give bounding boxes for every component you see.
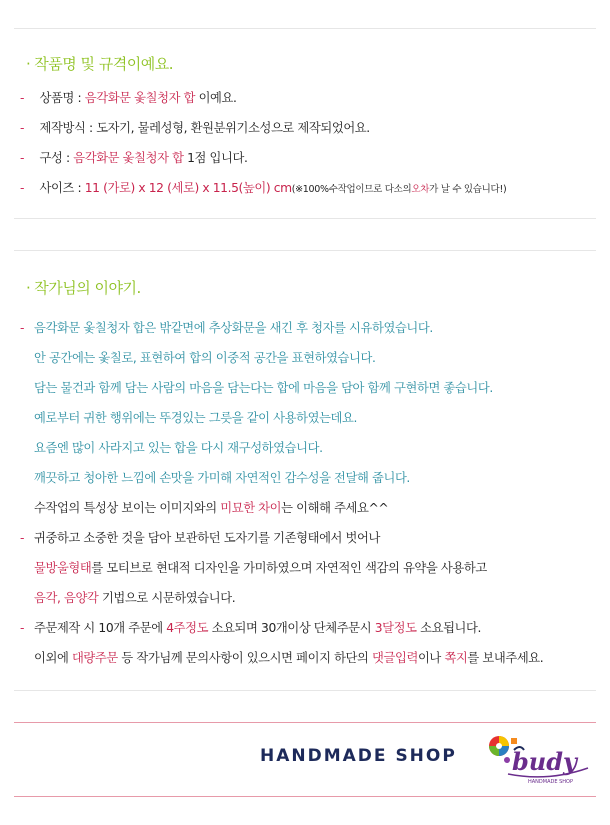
- spec-heading-text: 작품명 및 규격이예요.: [34, 55, 173, 73]
- story-text: 소요되며 30개이상 단체주문시: [211, 621, 372, 635]
- story-line: [20, 648, 543, 666]
- logo-dot-purple: [504, 757, 510, 763]
- config-suffix: 1점 입니다.: [187, 151, 248, 165]
- story-line: [20, 348, 376, 366]
- story-text: 요즘엔 많이 사라지고 있는 합을 다시 재구성하였습니다.: [34, 441, 323, 455]
- size-label: 사이즈 :: [39, 181, 82, 195]
- footer-shop-text: HANDMADE SHOP: [260, 746, 457, 766]
- row-dash: -: [20, 621, 25, 635]
- story-highlight: 3달정도: [374, 621, 417, 635]
- story-text: 는 이해해 주세요^^: [281, 501, 389, 515]
- story-text: 수작업의 특성상 보이는 이미지와의: [34, 501, 217, 515]
- spec-row-name: [20, 88, 237, 106]
- spec-row-method: [20, 118, 370, 136]
- logo-subtext: HANDMADE SHOP: [528, 779, 573, 785]
- story-text: 소요됩니다.: [420, 621, 482, 635]
- row-dash: -: [20, 181, 25, 195]
- row-dash: -: [20, 531, 25, 545]
- story-text: 등 작가님께 문의사항이 있으시면 페이지 하단의: [121, 651, 369, 665]
- size-note-highlight: 오차: [411, 184, 430, 195]
- story-heading-text: 작가님의 이야기.: [34, 279, 141, 297]
- row-dash: -: [20, 91, 25, 105]
- budy-logo: [484, 730, 594, 788]
- story-text: 를 모티브로 현대적 디자인을 가미하였으며 자연적인 색감의 유약을 사용하고: [91, 561, 487, 575]
- bullet-dot: ·: [26, 279, 31, 297]
- name-label: 상품명 :: [39, 91, 82, 105]
- story-highlight: 물방울형태: [34, 561, 92, 575]
- story-line: [20, 408, 357, 426]
- story-line: [20, 528, 380, 546]
- story-text: 를 보내주세요.: [467, 651, 544, 665]
- story-line: [20, 618, 481, 636]
- story-text: 이나: [417, 651, 441, 665]
- size-value: 11 (가로) x 12 (세로) x 11.5(높이) cm: [84, 181, 292, 195]
- story-line: [20, 318, 433, 336]
- logo-word: budy: [512, 747, 577, 776]
- story-text: 안 공간에는 옻칠로, 표현하여 합의 이중적 공간을 표현하였습니다.: [34, 351, 376, 365]
- story-highlight: 쪽지: [444, 651, 468, 665]
- spec-bottom-divider: [14, 218, 596, 219]
- logo-ball-icon: [489, 736, 509, 756]
- name-suffix: 이예요.: [198, 91, 237, 105]
- story-text: 기법으로 시문하였습니다.: [101, 591, 236, 605]
- size-note: (※100%수작업이므로 다소의: [291, 184, 412, 195]
- story-highlight: 대량주문: [71, 651, 118, 665]
- footer-top-divider: [14, 722, 596, 723]
- story-highlight: 음각, 음양각: [34, 591, 99, 605]
- spec-row-size: [20, 178, 506, 196]
- story-text: 주문제작 시 10개 주문에: [34, 621, 163, 635]
- story-highlight: 미묘한 차이: [220, 501, 282, 515]
- config-value: 음각화문 옻칠청자 합: [73, 151, 184, 165]
- story-line: [20, 588, 235, 606]
- method-value: 도자기, 물레성형, 환원분위기소성으로 제작되었어요.: [96, 121, 370, 135]
- method-label: 제작방식 :: [39, 121, 93, 135]
- story-line: [20, 438, 323, 456]
- row-dash: -: [20, 321, 25, 335]
- story-text: 예로부터 귀한 행위에는 뚜경있는 그릇을 같이 사용하였는데요.: [34, 411, 358, 425]
- config-label: 구성 :: [39, 151, 70, 165]
- story-text: 담는 물건과 함께 담는 사람의 마음을 담는다는 합에 마음을 담아 함께 구현하면 좋습니다.: [34, 381, 493, 395]
- story-line: [20, 468, 410, 486]
- story-highlight: 댓글입력: [372, 651, 418, 665]
- name-value: 음각화문 옻칠청자 합: [84, 91, 196, 105]
- row-dash: -: [20, 121, 25, 135]
- spec-row-config: [20, 148, 247, 166]
- logo-square-orange: [511, 738, 517, 744]
- size-note-suffix: 가 날 수 있습니다!): [429, 184, 507, 195]
- story-text: 깨끗하고 청아한 느낌에 손맛을 가미해 자연적인 감수성을 전달해 줍니다.: [34, 471, 410, 485]
- story-heading: [26, 277, 141, 298]
- story-text: 음각화문 옻칠청자 합은 밖같면에 추상화문을 새긴 후 청자를 시유하였습니다.: [34, 321, 433, 335]
- story-highlight: 4주정도: [166, 621, 209, 635]
- story-bottom-divider: [14, 690, 596, 691]
- footer-bottom-divider: [14, 796, 596, 797]
- story-text: 귀중하고 소중한 것을 담아 보관하던 도자기를 기존형태에서 벗어나: [34, 531, 380, 545]
- story-line: [20, 378, 493, 396]
- row-dash: -: [20, 151, 25, 165]
- story-line: [20, 498, 388, 516]
- story-top-divider: [14, 250, 596, 251]
- spec-heading: [26, 53, 173, 74]
- story-line: [20, 558, 487, 576]
- top-divider: [14, 28, 596, 29]
- story-text: 이외에: [34, 651, 69, 665]
- bullet-dot: ·: [26, 55, 31, 73]
